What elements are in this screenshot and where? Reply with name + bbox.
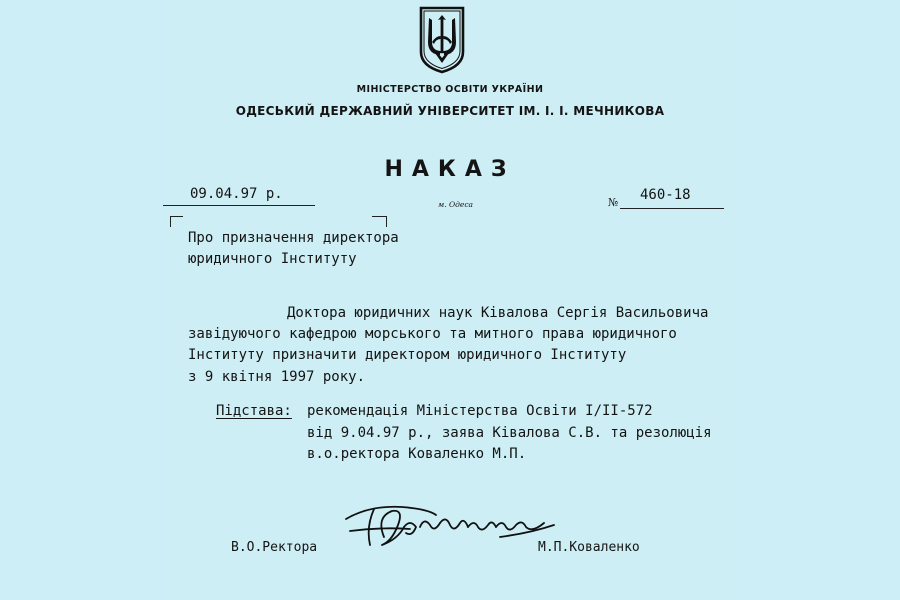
body-line: з 9 квітня 1997 року.: [188, 369, 366, 385]
university-name: ОДЕСЬКИЙ ДЕРЖАВНИЙ УНІВЕРСИТЕТ ІМ. І. І. МЕЧНИКОВА: [235, 104, 665, 118]
body-line: Інституту призначити директором юридичного Інституту: [188, 347, 627, 363]
body-line: Доктора юридичних наук Ківалова Сергія Васильовича: [287, 305, 709, 321]
date-underline: [163, 205, 315, 206]
order-title: НАКАЗ: [384, 157, 516, 182]
body-line: завідуючого кафедрою морського та митного права юридичного: [188, 326, 677, 342]
basis-label: Підстава:: [216, 403, 292, 419]
order-date: 09.04.97 р.: [190, 186, 283, 202]
basis-line: рекомендація Міністерства Освіти І/ІІ-572: [307, 403, 653, 419]
order-number: 460-18: [640, 187, 691, 203]
subject-corner-left: [170, 216, 183, 227]
subject-corner-right: [372, 216, 387, 227]
basis-line: від 9.04.97 р., заява Ківалова С.В. та резолюція: [307, 425, 712, 441]
number-underline: [620, 208, 724, 209]
order-city: м. Одеса: [438, 200, 473, 209]
handwritten-signature-icon: [340, 497, 565, 553]
trident-emblem-icon: [418, 6, 466, 74]
ministry-name: МІНІСТЕРСТВО ОСВІТИ УКРАЇНИ: [356, 84, 544, 95]
basis-line: в.о.ректора Коваленко М.П.: [307, 446, 527, 462]
signatory-title: В.О.Ректора: [231, 540, 318, 555]
order-number-sign: №: [608, 196, 619, 209]
subject-line: Про призначення директора: [188, 230, 399, 246]
signatory-name: М.П.Коваленко: [538, 540, 640, 555]
subject-line: юридичного Інституту: [188, 251, 357, 267]
